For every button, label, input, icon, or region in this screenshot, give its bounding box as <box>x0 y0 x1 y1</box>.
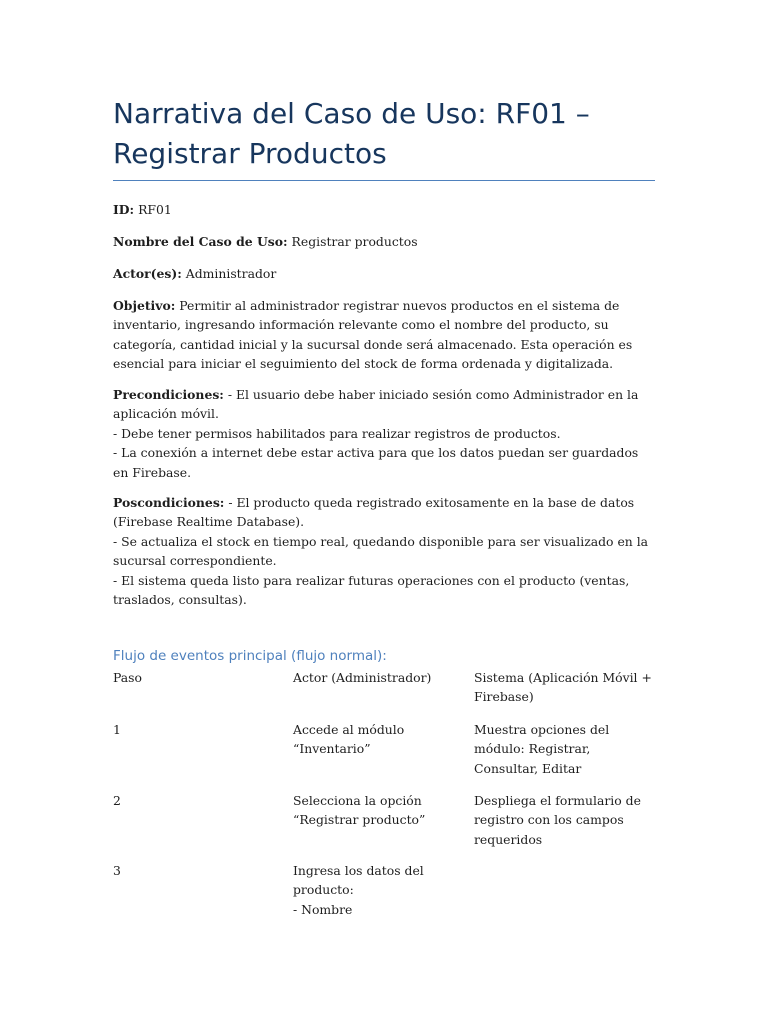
field-preconditions <box>113 385 655 482</box>
field-postconditions <box>113 493 655 609</box>
flow-section-heading: Flujo de eventos principal (flujo normal): <box>113 648 387 664</box>
flow-actor-action: Accede al módulo “Inventario” <box>293 722 405 757</box>
flow-step-number: 1 <box>113 722 121 737</box>
field-id-label: ID: <box>113 202 135 217</box>
field-use-case-name-label: Nombre del Caso de Uso: <box>113 234 288 249</box>
field-actors-value: Administrador <box>181 266 277 281</box>
field-objective <box>113 296 655 374</box>
field-postconditions-label: Poscondiciones: <box>113 495 225 510</box>
field-use-case-name <box>113 232 655 251</box>
flow-step-number: 3 <box>113 863 121 878</box>
flow-system-response: Muestra opciones del módulo: Registrar, Consultar, Editar <box>474 722 610 776</box>
flow-actor-action: Selecciona la opción “Registrar producto” <box>293 793 426 828</box>
field-actors <box>113 264 655 283</box>
field-objective-value: Permitir al administrador registrar nuevos productos en el sistema de inventario, ingresando información relevante como el nombre del producto, su categoría, cantidad inicial y la sucursal donde será almacenado. Esta operación es esencial para iniciar el seguimiento del stock de forma ordenada y digitalizada. <box>113 298 633 372</box>
title-underline <box>113 180 655 181</box>
field-postconditions-value: - El producto queda registrado exitosamente en la base de datos (Firebase Realtime Database). - Se actualiza el stock en tiempo real, quedando disponible para ser visualizado en la sucursal correspondiente. - El sistema queda listo para realizar futuras operaciones con el producto (ventas, traslados, consultas). <box>113 495 649 608</box>
field-id <box>113 200 655 219</box>
field-preconditions-value: - El usuario debe haber iniciado sesión como Administrador en la aplicación móvil. - Debe tener permisos habilitados para realizar registros de productos. - La conexión a internet debe estar activa para que los datos puedan ser guardados en Firebase. <box>113 387 639 480</box>
document-title: Narrativa del Caso de Uso: RF01 – Registrar Productos <box>113 97 590 170</box>
header-step: Paso <box>113 670 142 685</box>
flow-actor-action: Ingresa los datos del producto: - Nombre <box>293 863 424 917</box>
field-actors-label: Actor(es): <box>113 266 182 281</box>
field-id-value: RF01 <box>134 202 172 217</box>
field-preconditions-label: Precondiciones: <box>113 387 224 402</box>
flow-system-response: Despliega el formulario de registro con los campos requeridos <box>474 793 641 847</box>
flow-step-number: 2 <box>113 793 121 808</box>
header-system: Sistema (Aplicación Móvil + Firebase) <box>474 670 652 705</box>
field-use-case-name-value: Registrar productos <box>287 234 418 249</box>
field-objective-label: Objetivo: <box>113 298 176 313</box>
header-actor: Actor (Administrador) <box>293 670 432 685</box>
